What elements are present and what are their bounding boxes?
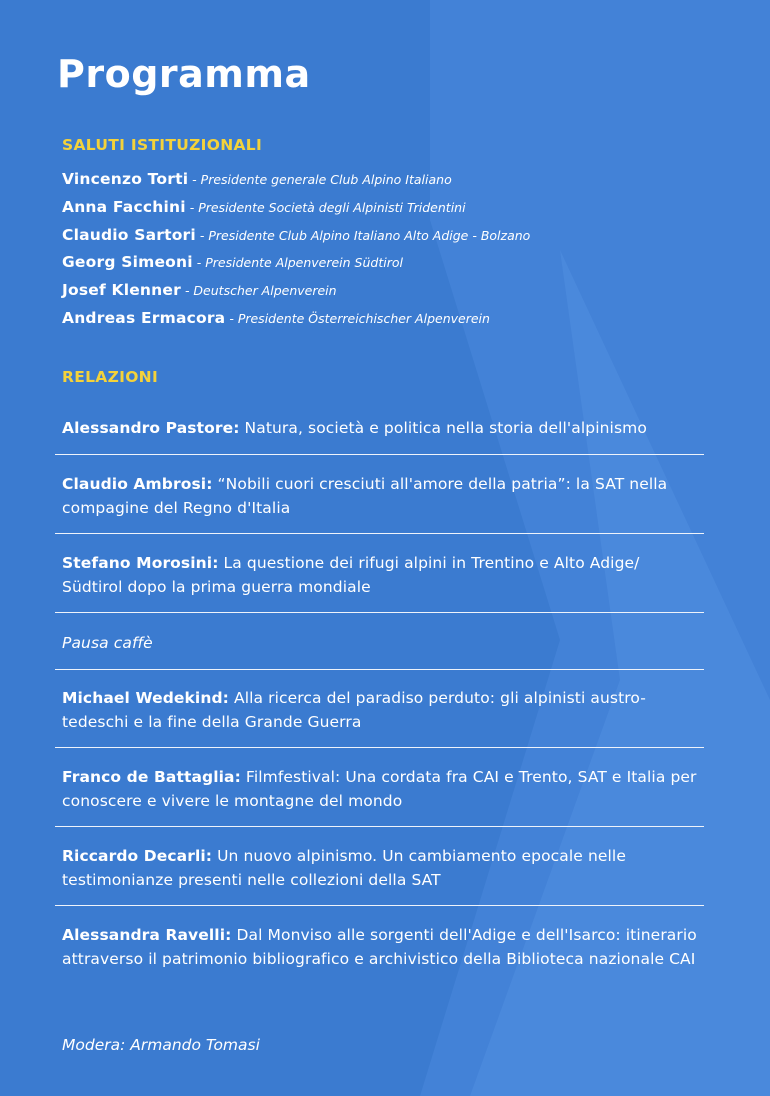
talk-title: Un nuovo alpinismo. Un cambiamento epocale nelle testimonianze presenti nelle collezioni della SAT xyxy=(62,847,626,889)
greeting-name: Georg Simeoni xyxy=(62,253,193,272)
greeting-name: Claudio Sartori xyxy=(62,225,196,244)
greeting-item xyxy=(62,307,752,335)
divider xyxy=(55,826,704,827)
talk-title: Dal Monviso alle sorgenti dell'Adige e dell'Isarco: itinerario attraverso il patrimonio bibliografico e archivistico della Biblioteca nazionale CAI xyxy=(62,926,697,968)
talk-item xyxy=(62,844,702,892)
greeting-role: - Deutscher Alpenverein xyxy=(180,283,337,299)
talk-title: Alla ricerca del paradiso perduto: gli alpinisti austro-tedeschi e la fine della Grande Guerra xyxy=(62,689,646,731)
coffee-break xyxy=(62,631,702,655)
greeting-role: - Presidente Club Alpino Italiano Alto Adige - Bolzano xyxy=(195,227,531,243)
talk-item xyxy=(62,686,702,734)
talk-item xyxy=(62,472,702,520)
talk-speaker: Franco de Battaglia: xyxy=(62,768,241,786)
talk-item xyxy=(62,551,702,599)
talk-speaker: Riccardo Decarli: xyxy=(62,847,213,865)
greeting-item xyxy=(62,168,752,196)
divider xyxy=(55,612,704,613)
divider xyxy=(55,905,704,906)
talk-item xyxy=(62,765,702,813)
talks-heading: RELAZIONI xyxy=(62,368,159,386)
talk-item xyxy=(62,416,702,440)
divider xyxy=(55,747,704,748)
talk-speaker: Alessandro Pastore: xyxy=(62,419,240,437)
greeting-role: - Presidente generale Club Alpino Italiano xyxy=(188,172,452,187)
talk-speaker: Alessandra Ravelli: xyxy=(62,926,232,944)
talk-speaker: Michael Wedekind: xyxy=(62,689,229,707)
greeting-role: - Presidente Alpenverein Südtirol xyxy=(192,255,403,271)
divider xyxy=(55,454,704,455)
talk-item xyxy=(62,923,702,971)
talk-title: Filmfestival: Una cordata fra CAI e Trento, SAT e Italia per conoscere e vivere le montagne del mondo xyxy=(62,768,697,810)
divider xyxy=(55,669,704,670)
greeting-role: - Presidente Società degli Alpinisti Tridentini xyxy=(185,199,466,215)
talk-title: “Nobili cuori cresciuti all'amore della patria”: la SAT nella compagine del Regno d'Italia xyxy=(62,475,668,517)
greeting-item xyxy=(62,251,752,279)
divider xyxy=(55,533,704,534)
talk-title: Pausa caffè xyxy=(62,634,153,652)
talk-title: La questione dei rifugi alpini in Trentino e Alto Adige/ Südtirol dopo la prima guerra mondiale xyxy=(62,554,640,596)
greetings-list xyxy=(62,168,752,335)
talk-title: Natura, società e politica nella storia dell'alpinismo xyxy=(239,419,647,437)
moderator-line: Modera: Armando Tomasi xyxy=(62,1036,260,1054)
greeting-name: Vincenzo Torti xyxy=(62,170,189,188)
greeting-role: - Presidente Österreichischer Alpenverein xyxy=(225,310,490,326)
greeting-name: Andreas Ermacora xyxy=(62,308,226,327)
greeting-item xyxy=(62,196,752,224)
page-title: Programma xyxy=(57,52,311,96)
greeting-name: Josef Klenner xyxy=(62,281,181,300)
greeting-item xyxy=(62,224,752,252)
greeting-name: Anna Facchini xyxy=(62,197,186,216)
talk-speaker: Claudio Ambrosi: xyxy=(62,475,213,493)
greeting-item xyxy=(62,279,752,307)
talk-speaker: Stefano Morosini: xyxy=(62,554,219,572)
greetings-heading: SALUTI ISTITUZIONALI xyxy=(62,136,263,154)
